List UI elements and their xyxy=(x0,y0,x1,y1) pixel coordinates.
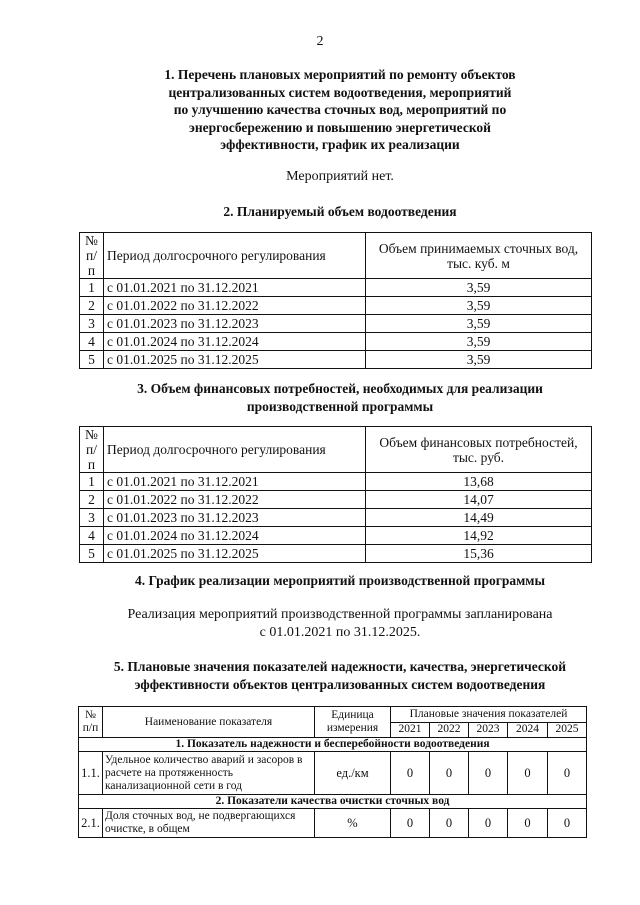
table-header-row xyxy=(80,233,592,279)
row-num: 1 xyxy=(80,473,104,491)
row-value: 0 xyxy=(430,809,469,838)
table-row xyxy=(80,297,592,315)
row-num: 1 xyxy=(80,279,104,297)
table-row xyxy=(80,315,592,333)
header-num: № п/п xyxy=(79,707,103,738)
section-3-title xyxy=(60,380,620,415)
table-row xyxy=(80,351,592,369)
header-period: Период долгосрочного регулирования xyxy=(104,427,366,473)
row-value: 3,59 xyxy=(366,297,592,315)
row-name: Удельное количество аварий и засоров в расчете на протяженность канализационной сети в год xyxy=(103,752,315,795)
section-5-title xyxy=(60,658,620,693)
row-period: с 01.01.2023 по 31.12.2023 xyxy=(104,509,366,527)
table-row xyxy=(80,509,592,527)
row-period: с 01.01.2023 по 31.12.2023 xyxy=(104,315,366,333)
header-plan: Плановые значения показателей xyxy=(391,707,587,723)
header-unit: Единица измерения xyxy=(315,707,391,738)
row-value: 3,59 xyxy=(366,333,592,351)
row-value: 0 xyxy=(508,809,548,838)
row-period: с 01.01.2022 по 31.12.2022 xyxy=(104,491,366,509)
section-1-title-line: энергосбережению и повышению энергетической xyxy=(189,119,491,135)
section-2-title: 2. Планируемый объем водоотведения xyxy=(223,204,457,219)
header-year: 2024 xyxy=(508,722,548,738)
header-name: Наименование показателя xyxy=(103,707,315,738)
row-value: 13,68 xyxy=(366,473,592,491)
row-value: 0 xyxy=(508,752,548,795)
table-row xyxy=(80,527,592,545)
row-num: 2 xyxy=(80,297,104,315)
group-row xyxy=(79,795,587,809)
section-1-title-line: по улучшению качества сточных вод, мероприятий по xyxy=(173,102,507,117)
group-row xyxy=(79,738,587,752)
row-period: с 01.01.2022 по 31.12.2022 xyxy=(104,297,366,315)
table-row xyxy=(80,279,592,297)
table-row xyxy=(80,473,592,491)
row-num: 5 xyxy=(80,545,104,563)
row-value: 0 xyxy=(391,752,430,795)
section-1-title-line: эффективности, график их реализации xyxy=(220,137,460,152)
row-num: 5 xyxy=(80,351,104,369)
table-header-row xyxy=(79,707,587,723)
header-num: № п/п xyxy=(80,233,104,279)
row-value: 15,36 xyxy=(366,545,592,563)
row-value: 0 xyxy=(430,752,469,795)
group-title: 2. Показатели качества очистки сточных вод xyxy=(79,795,587,809)
row-name: Доля сточных вод, не подвергающихся очистке, в общем xyxy=(103,809,315,838)
header-value: Объем принимаемых сточных вод, тыс. куб. м xyxy=(366,233,592,279)
financial-needs-table xyxy=(79,426,592,563)
section-1-title-line: 1. Перечень плановых мероприятий по ремонту объектов xyxy=(164,67,516,82)
page-number: 2 xyxy=(316,34,324,49)
section-4-title: 4. График реализации мероприятий производственной программы xyxy=(134,573,546,588)
row-period: с 01.01.2021 по 31.12.2021 xyxy=(104,279,366,297)
row-num: 4 xyxy=(80,527,104,545)
table-row xyxy=(79,752,587,795)
header-period: Период долгосрочного регулирования xyxy=(104,233,366,279)
header-year: 2022 xyxy=(430,722,469,738)
row-period: с 01.01.2021 по 31.12.2021 xyxy=(104,473,366,491)
row-period: с 01.01.2024 по 31.12.2024 xyxy=(104,527,366,545)
header-year: 2023 xyxy=(469,722,508,738)
row-unit: % xyxy=(315,809,391,838)
row-value: 14,92 xyxy=(366,527,592,545)
row-num: 3 xyxy=(80,315,104,333)
header-year: 2025 xyxy=(548,722,587,738)
row-period: с 01.01.2024 по 31.12.2024 xyxy=(104,333,366,351)
section-5-title-line: 5. Плановые значения показателей надежности, качества, энергетической xyxy=(113,659,567,674)
row-value: 0 xyxy=(469,752,508,795)
row-num: 3 xyxy=(80,509,104,527)
table-row xyxy=(80,545,592,563)
water-volume-table xyxy=(79,232,592,369)
section-3-title-line: 3. Объем финансовых потребностей, необходимых для реализации xyxy=(137,381,543,396)
section-1-title-line: централизованных систем водоотведения, мероприятий xyxy=(168,84,512,100)
table-row xyxy=(80,333,592,351)
section-5-title-line: эффективности объектов централизованных систем водоотведения xyxy=(134,676,546,692)
row-period: с 01.01.2025 по 31.12.2025 xyxy=(104,351,366,369)
header-num: № п/п xyxy=(80,427,104,473)
row-value: 3,59 xyxy=(366,315,592,333)
table-row xyxy=(80,491,592,509)
row-value: 0 xyxy=(548,809,587,838)
table-header-row xyxy=(80,427,592,473)
row-num: 1.1. xyxy=(79,752,103,795)
section-1-text: Мероприятий нет. xyxy=(286,169,394,184)
row-value: 0 xyxy=(391,809,430,838)
row-period: с 01.01.2025 по 31.12.2025 xyxy=(104,545,366,563)
section-3-title-line: производственной программы xyxy=(246,398,434,414)
row-num: 2 xyxy=(80,491,104,509)
table-row xyxy=(79,809,587,838)
row-num: 4 xyxy=(80,333,104,351)
section-4-text-line: с 01.01.2021 по 31.12.2025. xyxy=(259,625,421,640)
row-value: 14,49 xyxy=(366,509,592,527)
section-4-text xyxy=(60,606,620,642)
section-1-title xyxy=(60,66,620,154)
row-unit: ед./км xyxy=(315,752,391,795)
row-num: 2.1. xyxy=(79,809,103,838)
header-year: 2021 xyxy=(391,722,430,738)
header-value: Объем финансовых потребностей, тыс. руб. xyxy=(366,427,592,473)
row-value: 14,07 xyxy=(366,491,592,509)
row-value: 3,59 xyxy=(366,351,592,369)
row-value: 0 xyxy=(469,809,508,838)
section-4-text-line: Реализация мероприятий производственной программы запланирована xyxy=(127,607,553,622)
group-title: 1. Показатель надежности и бесперебойности водоотведения xyxy=(79,738,587,752)
row-value: 0 xyxy=(548,752,587,795)
row-value: 3,59 xyxy=(366,279,592,297)
indicators-table xyxy=(78,706,587,838)
